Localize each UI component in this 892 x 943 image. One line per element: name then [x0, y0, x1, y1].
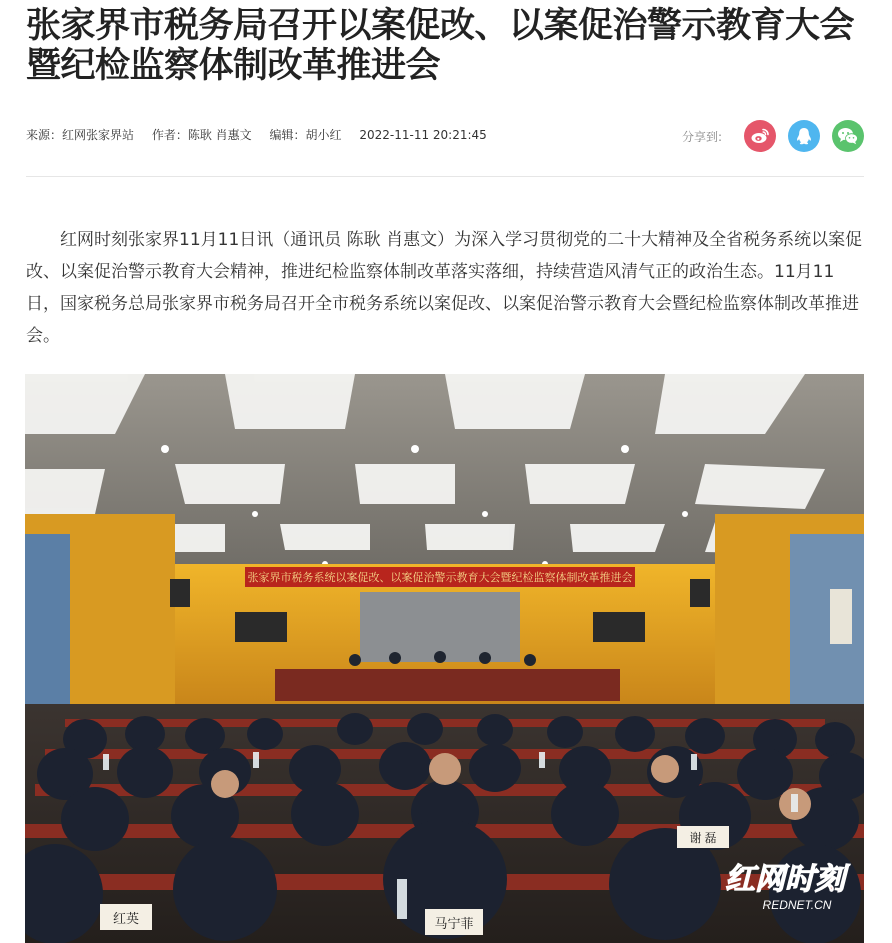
photo-nameplate-3: 谢 磊 — [689, 831, 717, 845]
photo-nameplate-1: 红英 — [112, 911, 140, 926]
article-paragraph: 红网时刻张家界11月11日讯（通讯员 陈耿 肖惠文）为深入学习贯彻党的二十大精神及全省税务系统以案促改、以案促治警示教育大会精神，推进纪检监察体制改革落实落细，持续营造风清气正的政治生态。11月11日，国家税务总局张家界市税务局召开全市税务系统以案促改、以案促治警示教育大会暨纪检监察体制改革推进会。 — [26, 230, 863, 346]
article-meta — [26, 126, 501, 143]
photo-banner-text: 张家界市税务系统以案促改、以案促治警示教育大会暨纪检监察体制改革推进会 — [247, 572, 633, 584]
article-photo — [25, 374, 864, 943]
meta-author: 作者：陈耿 肖惠文 — [151, 128, 252, 142]
share-bar — [682, 120, 864, 152]
meta-source: 来源：红网张家界站 — [26, 128, 135, 142]
photo-nameplate-2: 马宁菲 — [434, 916, 474, 931]
share-weibo-button[interactable] — [744, 120, 776, 152]
wechat-icon — [837, 127, 859, 145]
article-title: 张家界市税务局召开以案促改、以案促治警示教育大会暨纪检监察体制改革推进会 — [26, 6, 855, 86]
watermark-sub: REDNET.CN — [762, 898, 832, 912]
meta-editor: 编辑：胡小红 — [269, 128, 342, 142]
share-qq-button[interactable] — [788, 120, 820, 152]
qq-icon — [796, 127, 812, 146]
share-wechat-button[interactable] — [832, 120, 864, 152]
share-label: 分享到: — [681, 129, 722, 144]
meta-datetime: 2022-11-11 20:21:45 — [359, 128, 487, 142]
header-divider — [26, 176, 864, 177]
watermark-main: 红网时刻 — [725, 863, 845, 896]
weibo-icon — [750, 127, 770, 145]
meeting-photo — [25, 374, 864, 943]
